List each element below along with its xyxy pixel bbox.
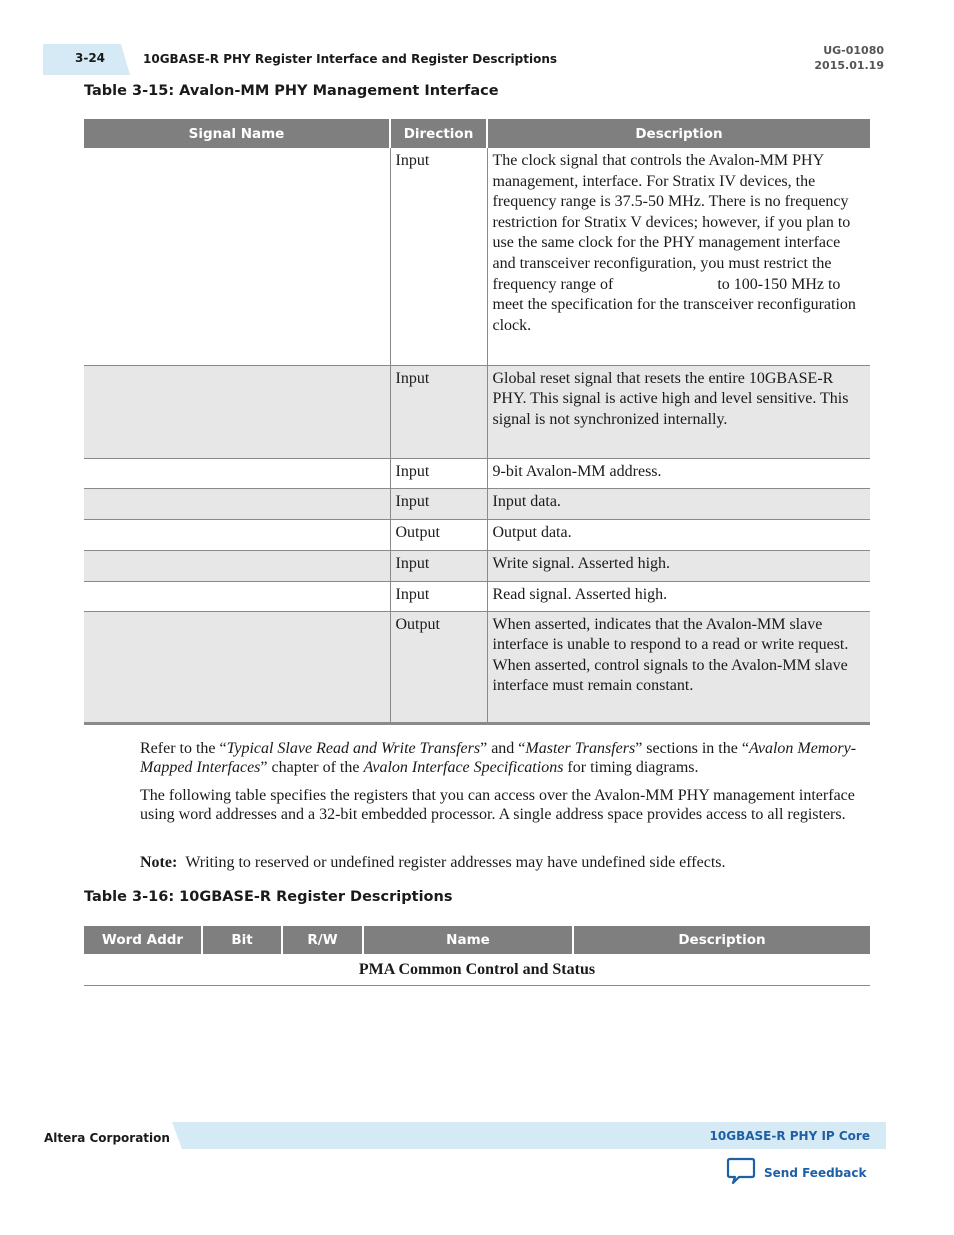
- avalon-mm-signal-table: [84, 119, 870, 725]
- register-description-table: [84, 926, 870, 986]
- description-cell: When asserted, indicates that the Avalon-MM slave interface is unable to respond to a read or write request. When asserted, control signals to the Avalon-MM slave interface must remain constant.: [487, 611, 870, 723]
- note-text: Writing to reserved or undefined register addresses may have undefined side effects.: [185, 854, 726, 871]
- signal-name-cell: [84, 519, 390, 550]
- para-text: ” and “: [480, 740, 526, 757]
- table-row: [84, 488, 870, 519]
- direction-cell: Input: [390, 488, 487, 519]
- column-header-direction: Direction: [390, 119, 487, 148]
- column-header-description: Description: [487, 119, 870, 148]
- table-row: [84, 581, 870, 611]
- timing-reference-paragraph: [140, 739, 860, 777]
- column-header-rw: R/W: [282, 926, 363, 954]
- footer-product-link[interactable]: 10GBASE-R PHY IP Core: [709, 1129, 870, 1143]
- table-header-row: [84, 119, 870, 148]
- para-ref-avalon-spec: Avalon Interface Specifications: [363, 759, 564, 776]
- direction-cell: Output: [390, 611, 487, 723]
- table-row: [84, 458, 870, 488]
- send-feedback-label: Send Feedback: [764, 1166, 867, 1180]
- signal-name-cell: [84, 365, 390, 458]
- description-text: The clock signal that controls the Avalon-MM PHY management, interface. For Stratix IV devices, the frequency range is 37.5-50 MHz. There is no frequency restriction for Stratix V devices; however, if you plan to use the same clock for the PHY management interface and transceiver reconfiguration, you must restrict the frequency range of: [492, 152, 851, 293]
- para-text: Refer to the “: [140, 740, 227, 757]
- speech-bubble-icon: [726, 1157, 756, 1190]
- table-row: [84, 519, 870, 550]
- direction-cell: Input: [390, 148, 487, 365]
- description-cell: Input data.: [487, 488, 870, 519]
- table-row: [84, 611, 870, 723]
- table-row: [84, 148, 870, 365]
- para-text: ” chapter of the: [260, 759, 364, 776]
- doc-id-block: [814, 43, 884, 73]
- para-text: ” sections in the “: [635, 740, 749, 757]
- signal-name-cell: [84, 458, 390, 488]
- description-text-cont: to 100-150 MHz to meet the specification for the transceiver reconfiguration clock.: [492, 275, 856, 334]
- direction-cell: Input: [390, 550, 487, 581]
- table1-caption: Table 3-15: Avalon-MM PHY Management Interface: [84, 83, 499, 99]
- section-row: [84, 954, 870, 986]
- table2-caption: Table 3-16: 10GBASE-R Register Descriptions: [84, 889, 453, 905]
- column-header-name: Name: [363, 926, 573, 954]
- send-feedback-button[interactable]: [726, 1158, 866, 1188]
- register-access-paragraph: The following table specifies the registers that you can access over the Avalon-MM PHY management interface using word addresses and a 32-bit embedded processor. A single address space provides access to all registers.: [140, 787, 855, 823]
- column-header-signal: Signal Name: [84, 119, 390, 148]
- doc-date: 2015.01.19: [814, 59, 884, 72]
- direction-cell: Input: [390, 458, 487, 488]
- table-header-row: [84, 926, 870, 954]
- signal-name-cell: [84, 488, 390, 519]
- signal-name-cell: [84, 611, 390, 723]
- description-cell: [487, 148, 870, 365]
- section-title: 10GBASE-R PHY Register Interface and Register Descriptions: [143, 52, 558, 66]
- signal-name-cell: [84, 148, 390, 365]
- direction-cell: Input: [390, 581, 487, 611]
- para-ref-master-transfers: Master Transfers: [525, 740, 636, 757]
- direction-cell: Input: [390, 365, 487, 458]
- direction-cell: Output: [390, 519, 487, 550]
- column-header-description: Description: [573, 926, 870, 954]
- table-row: [84, 550, 870, 581]
- signal-name-cell: [84, 550, 390, 581]
- column-header-word-addr: Word Addr: [84, 926, 202, 954]
- para-ref-typical-transfers: Typical Slave Read and Write Transfers: [226, 740, 481, 757]
- description-cell: Global reset signal that resets the entire 10GBASE-R PHY. This signal is active high and level sensitive. This signal is not synchronized internally.: [487, 365, 870, 458]
- column-header-bit: Bit: [202, 926, 282, 954]
- description-cell: Read signal. Asserted high.: [487, 581, 870, 611]
- description-cell: 9-bit Avalon-MM address.: [487, 458, 870, 488]
- table-row: [84, 365, 870, 458]
- para-text: for timing diagrams.: [563, 759, 699, 776]
- note-block: [140, 853, 860, 872]
- signal-name-cell: [84, 581, 390, 611]
- description-cell: Output data.: [487, 519, 870, 550]
- page-number: 3-24: [75, 51, 106, 65]
- para-ref-avalon-mm-chapter: Avalon Memory-Mapped Interfaces: [140, 740, 857, 776]
- section-row-label: PMA Common Control and Status: [84, 954, 870, 986]
- description-cell: Write signal. Asserted high.: [487, 550, 870, 581]
- note-label: Note:: [140, 854, 178, 871]
- footer-company: Altera Corporation: [44, 1131, 170, 1145]
- doc-id: UG-01080: [823, 44, 884, 57]
